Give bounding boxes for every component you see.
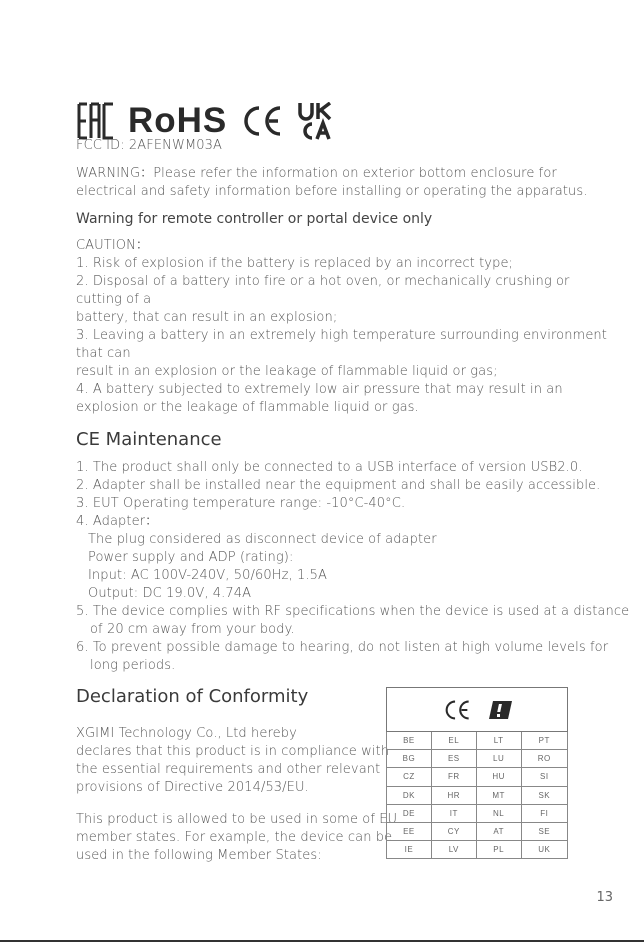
ce-item-continued: long periods. xyxy=(90,658,176,673)
country-code: FI xyxy=(521,804,567,822)
table-row xyxy=(387,804,568,822)
warning-line-2: electrical and safety information before installing or operating the apparatus. xyxy=(76,184,588,199)
caution-line: 4. A battery subjected to extremely low air pressure that may result in an xyxy=(76,382,563,397)
caution-line: 1. Risk of explosion if the battery is replaced by an incorrect type; xyxy=(76,256,514,271)
table-row xyxy=(387,822,568,840)
country-code: LU xyxy=(476,750,521,768)
page-number: 13 xyxy=(596,890,613,905)
country-code: CY xyxy=(431,822,476,840)
declaration-text: the essential requirements and other relevant xyxy=(76,762,381,777)
caution-line: 3. Leaving a battery in an extremely high temperature surrounding environment xyxy=(76,328,607,343)
country-code: IE xyxy=(387,840,432,858)
member-states-text: used in the following Member States: xyxy=(76,848,322,863)
country-code: DK xyxy=(387,786,432,804)
adapter-line: The plug considered as disconnect device of adapter xyxy=(88,532,437,547)
country-code: IT xyxy=(431,804,476,822)
caution-line: CAUTION： xyxy=(76,238,150,253)
country-code: LT xyxy=(476,732,521,750)
country-code: ES xyxy=(431,750,476,768)
country-code: CZ xyxy=(387,768,432,786)
table-row xyxy=(387,786,568,804)
country-code: EE xyxy=(387,822,432,840)
declaration-text: XGIMI Technology Co., Ltd hereby xyxy=(76,726,297,741)
caution-line: result in an explosion or the leakage of flammable liquid or gas; xyxy=(76,364,498,379)
ce-item: 5. The device complies with RF specifications when the device is used at a distance xyxy=(76,604,630,619)
table-row xyxy=(387,840,568,858)
country-code: SI xyxy=(521,768,567,786)
ce-item: 4. Adapter： xyxy=(76,514,159,529)
warning-line-1: WARNING：Please refer the information on exterior bottom enclosure for xyxy=(76,166,557,181)
declaration-text: provisions of Directive 2014/53/EU. xyxy=(76,780,309,795)
country-code: FR xyxy=(431,768,476,786)
adapter-line: Input: AC 100V-240V, 50/60Hz, 1.5A xyxy=(88,568,327,583)
caution-line: battery, that can result in an explosion; xyxy=(76,310,338,325)
country-code: EL xyxy=(431,732,476,750)
bottom-divider xyxy=(0,940,644,942)
eac-mark-icon xyxy=(76,102,116,140)
country-code: PT xyxy=(521,732,567,750)
declaration-heading: Declaration of Conformity xyxy=(76,686,309,707)
table-row xyxy=(387,750,568,768)
equipment-class-alert-icon xyxy=(488,699,514,721)
country-code: SE xyxy=(521,822,567,840)
country-code: HU xyxy=(476,768,521,786)
table-row xyxy=(387,768,568,786)
ce-item: 6. To prevent possible damage to hearing, do not listen at high volume levels for xyxy=(76,640,609,655)
ce-item: 3. EUT Operating temperature range: -10°C-40°C. xyxy=(76,496,406,511)
country-code: SK xyxy=(521,786,567,804)
member-states-table xyxy=(386,687,568,859)
caution-line: explosion or the leakage of flammable liquid or gas. xyxy=(76,400,419,415)
certification-logos xyxy=(76,100,333,140)
table-row xyxy=(387,732,568,750)
fcc-id: FCC ID: 2AFENWM03A xyxy=(76,138,223,153)
adapter-line: Output: DC 19.0V, 4.74A xyxy=(88,586,252,601)
rohs-logo: RoHS xyxy=(128,101,228,140)
caution-line: that can xyxy=(76,346,131,361)
member-states-text: This product is allowed to be used in some of EU xyxy=(76,812,398,827)
country-code: UK xyxy=(521,840,567,858)
ukca-mark-icon xyxy=(297,102,333,140)
ce-item-continued: of 20 cm away from your body. xyxy=(90,622,295,637)
ce-mark-icon xyxy=(440,699,474,721)
country-code: AT xyxy=(476,822,521,840)
caution-line: cutting of a xyxy=(76,292,152,307)
country-code: PL xyxy=(476,840,521,858)
country-code: BE xyxy=(387,732,432,750)
country-code: NL xyxy=(476,804,521,822)
remote-warning-heading: Warning for remote controller or portal device only xyxy=(76,211,433,227)
declaration-text: declares that this product is in compliance with xyxy=(76,744,390,759)
country-code: DE xyxy=(387,804,432,822)
country-code: MT xyxy=(476,786,521,804)
country-code: LV xyxy=(431,840,476,858)
ce-mark-icon xyxy=(241,104,283,138)
caution-line: 2. Disposal of a battery into fire or a hot oven, or mechanically crushing or xyxy=(76,274,570,289)
ce-item: 1. The product shall only be connected to a USB interface of version USB2.0. xyxy=(76,460,583,475)
country-code: RO xyxy=(521,750,567,768)
table-header xyxy=(387,688,568,732)
country-code: BG xyxy=(387,750,432,768)
adapter-line: Power supply and ADP (rating): xyxy=(88,550,294,565)
ce-maintenance-heading: CE Maintenance xyxy=(76,429,222,450)
member-states-text: member states. For example, the device can be xyxy=(76,830,393,845)
country-code: HR xyxy=(431,786,476,804)
ce-item: 2. Adapter shall be installed near the equipment and shall be easily accessible. xyxy=(76,478,601,493)
